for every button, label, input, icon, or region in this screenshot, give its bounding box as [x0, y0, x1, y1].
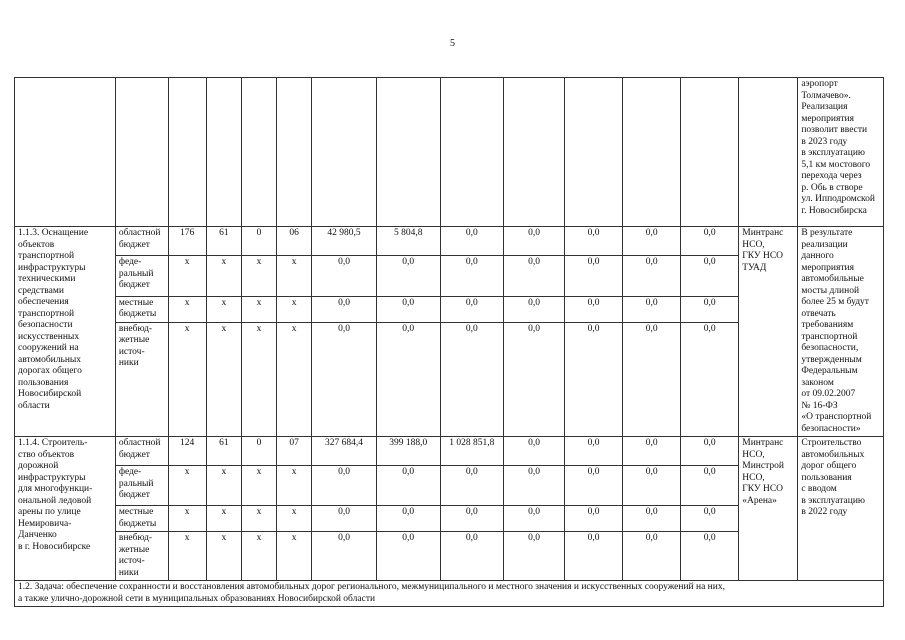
- program-table: [14, 77, 884, 607]
- amount-cell: 0,0: [681, 322, 739, 436]
- amount-cell: 0,0: [440, 322, 503, 436]
- code-cell: 176: [168, 227, 206, 256]
- amount-cell: 42 980,5: [312, 227, 376, 256]
- task-text: 1.2. Задача: обеспечение сохранности и восстановления автомобильных дорог регионального, межмуниципального и местного значения и искусственных сооружений на них, а также улично-дорожной сети в муниципальных образованиях Новосибирской области: [15, 581, 884, 607]
- amount-cell: 0,0: [503, 506, 564, 532]
- code-cell: 124: [168, 437, 206, 466]
- executor: Минтранс НСО, Минстрой НСО, ГКУ НСО «Арена»: [739, 437, 798, 581]
- amount-cell: 0,0: [623, 466, 681, 506]
- funding-source: местные бюджеты: [115, 506, 168, 532]
- code-cell: 61: [206, 437, 242, 466]
- code-cell: х: [242, 296, 277, 322]
- amount-cell: 0,0: [376, 506, 440, 532]
- measure-name: 1.1.4. Строитель- ство объектов дорожной инфраструктуры для многофункци- ональной ледовой арены по улице Немировича- Данченко в г. Новосибирске: [15, 437, 116, 581]
- page-number: 5: [450, 38, 455, 49]
- amount-cell: 0,0: [312, 296, 376, 322]
- amount-cell: 0,0: [565, 322, 623, 436]
- amount-cell: 0,0: [681, 256, 739, 296]
- amount-cell: 0,0: [623, 322, 681, 436]
- amount-cell: 0,0: [503, 227, 564, 256]
- cont-cell: [312, 78, 376, 227]
- amount-cell: 0,0: [565, 466, 623, 506]
- measure-row: [15, 227, 884, 256]
- code-cell: 07: [276, 437, 312, 466]
- code-cell: х: [206, 296, 242, 322]
- code-cell: 61: [206, 227, 242, 256]
- amount-cell: 0,0: [376, 532, 440, 581]
- cont-cell: [168, 78, 206, 227]
- code-cell: х: [206, 532, 242, 581]
- amount-cell: 0,0: [376, 296, 440, 322]
- code-cell: 0: [242, 437, 277, 466]
- amount-cell: 1 028 851,8: [440, 437, 503, 466]
- amount-cell: 5 804,8: [376, 227, 440, 256]
- amount-cell: 0,0: [312, 256, 376, 296]
- cont-cell: [115, 78, 168, 227]
- amount-cell: 327 684,4: [312, 437, 376, 466]
- code-cell: 0: [242, 227, 277, 256]
- amount-cell: 0,0: [312, 466, 376, 506]
- code-cell: х: [168, 296, 206, 322]
- code-cell: 06: [276, 227, 312, 256]
- amount-cell: 0,0: [623, 227, 681, 256]
- code-cell: х: [168, 466, 206, 506]
- funding-source: областной бюджет: [115, 437, 168, 466]
- cont-cell: [206, 78, 242, 227]
- amount-cell: 0,0: [681, 296, 739, 322]
- amount-cell: 0,0: [440, 256, 503, 296]
- code-cell: х: [276, 322, 312, 436]
- funding-source: местные бюджеты: [115, 296, 168, 322]
- code-cell: х: [276, 466, 312, 506]
- cont-cell: [681, 78, 739, 227]
- code-cell: х: [242, 322, 277, 436]
- amount-cell: 0,0: [565, 437, 623, 466]
- funding-source: внебюд- жетные источ- ники: [115, 532, 168, 581]
- code-cell: х: [206, 506, 242, 532]
- amount-cell: 0,0: [376, 466, 440, 506]
- task-row: [15, 581, 884, 607]
- amount-cell: 0,0: [565, 506, 623, 532]
- amount-cell: 0,0: [623, 256, 681, 296]
- expected-result: Строительство автомобильных дорог общего пользования с вводом в эксплуатацию в 2022 году: [798, 437, 884, 581]
- amount-cell: 399 188,0: [376, 437, 440, 466]
- funding-source: внебюд- жетные источ- ники: [115, 322, 168, 436]
- code-cell: х: [242, 532, 277, 581]
- amount-cell: 0,0: [440, 506, 503, 532]
- amount-cell: 0,0: [440, 227, 503, 256]
- amount-cell: 0,0: [503, 437, 564, 466]
- continuation-row: [15, 78, 884, 227]
- amount-cell: 0,0: [503, 256, 564, 296]
- code-cell: х: [242, 466, 277, 506]
- amount-cell: 0,0: [623, 532, 681, 581]
- amount-cell: 0,0: [376, 322, 440, 436]
- cont-cell: [276, 78, 312, 227]
- funding-source: феде- ральный бюджет: [115, 466, 168, 506]
- funding-source: областной бюджет: [115, 227, 168, 256]
- amount-cell: 0,0: [623, 296, 681, 322]
- amount-cell: 0,0: [681, 506, 739, 532]
- amount-cell: 0,0: [681, 466, 739, 506]
- amount-cell: 0,0: [503, 322, 564, 436]
- code-cell: х: [242, 256, 277, 296]
- amount-cell: 0,0: [503, 532, 564, 581]
- code-cell: х: [206, 256, 242, 296]
- amount-cell: 0,0: [623, 506, 681, 532]
- code-cell: х: [206, 466, 242, 506]
- cont-cell: [440, 78, 503, 227]
- continuation-result: аэропорт Толмачево». Реализация мероприятия позволит ввести в 2023 году в эксплуатацию 5,1 км мостового перехода через р. Обь в створе ул. Ипподромской г. Новосибирска: [798, 78, 884, 227]
- expected-result: В результате реализации данного мероприятия автомобильные мосты длиной более 25 м будут отвечать требованиям транспортной безопасности, утвержденным Федеральным законом от 09.02.2007 № 16-ФЗ «О транспортной безопасности»: [798, 227, 884, 437]
- code-cell: х: [168, 532, 206, 581]
- cont-cell: [503, 78, 564, 227]
- code-cell: х: [168, 256, 206, 296]
- funding-source: феде- ральный бюджет: [115, 256, 168, 296]
- amount-cell: 0,0: [440, 296, 503, 322]
- measure-name: 1.1.3. Оснащение объектов транспортной инфраструктуры техническими средствами обеспечения транспортной безопасности искусственных сооружений на автомобильных дорогах общего пользования Новосибирской области: [15, 227, 116, 437]
- amount-cell: 0,0: [503, 466, 564, 506]
- cont-cell: [242, 78, 277, 227]
- cont-cell: [565, 78, 623, 227]
- code-cell: х: [276, 532, 312, 581]
- executor: Минтранс НСО, ГКУ НСО ТУАД: [739, 227, 798, 437]
- amount-cell: 0,0: [623, 437, 681, 466]
- cont-cell: [739, 78, 798, 227]
- amount-cell: 0,0: [681, 227, 739, 256]
- amount-cell: 0,0: [312, 506, 376, 532]
- amount-cell: 0,0: [681, 437, 739, 466]
- code-cell: х: [242, 506, 277, 532]
- code-cell: х: [168, 322, 206, 436]
- cont-cell: [15, 78, 116, 227]
- amount-cell: 0,0: [565, 296, 623, 322]
- amount-cell: 0,0: [565, 532, 623, 581]
- amount-cell: 0,0: [565, 227, 623, 256]
- amount-cell: 0,0: [376, 256, 440, 296]
- amount-cell: 0,0: [312, 532, 376, 581]
- amount-cell: 0,0: [565, 256, 623, 296]
- code-cell: х: [276, 296, 312, 322]
- code-cell: х: [276, 506, 312, 532]
- measure-row: [15, 437, 884, 466]
- code-cell: х: [168, 506, 206, 532]
- amount-cell: 0,0: [440, 466, 503, 506]
- code-cell: х: [206, 322, 242, 436]
- cont-cell: [376, 78, 440, 227]
- cont-cell: [623, 78, 681, 227]
- amount-cell: 0,0: [681, 532, 739, 581]
- amount-cell: 0,0: [440, 532, 503, 581]
- amount-cell: 0,0: [312, 322, 376, 436]
- amount-cell: 0,0: [503, 296, 564, 322]
- code-cell: х: [276, 256, 312, 296]
